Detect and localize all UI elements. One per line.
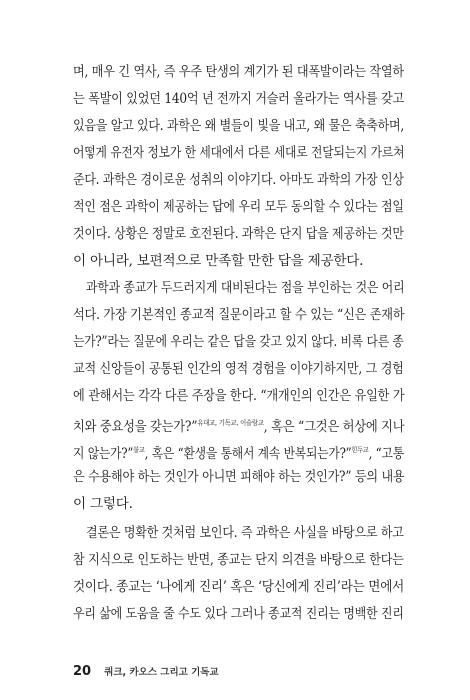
text-line: 는가?”라는 질문에 우리는 같은 답을 갖고 있지 않다. 비록 다른 종 <box>73 334 404 350</box>
text-line: 적인 점은 과학이 제공하는 답에 우리 모두 동의할 수 있다는 점일 <box>73 199 404 215</box>
text-line: 교적 신앙들이 공통된 인간의 영적 경험을 이야기하지만, 그 경험 <box>73 361 404 377</box>
religion-note: 불교 <box>133 446 145 454</box>
text-line <box>73 413 404 437</box>
text-line: 에 관해서는 각각 다른 주장을 한다. “개개인의 인간은 유일한 가 <box>73 388 405 404</box>
religion-note: 힌두교 <box>351 446 369 454</box>
page-number: 20 <box>73 664 92 679</box>
text-line: 이 아니라, 보편적으로 만족할 만한 답을 제공한다. <box>73 253 364 269</box>
text-line: 우리 삶에 도움을 줄 수도 있다 그러나 종교적 진리는 명백한 진리 <box>73 606 404 622</box>
text-line: 는 폭발이 있었던 140억 년 전까지 거슬러 올라가는 역사를 갖고 <box>73 91 405 107</box>
paragraph-start-line: 결론은 명확한 것처럼 보인다. 즉 과학은 사실을 바탕으로 하고 <box>86 525 404 541</box>
paragraph-start-line: 과학과 종교가 두드러지게 대비된다는 점을 부인하는 것은 어리 <box>86 280 405 296</box>
text-line: 참 지식으로 인도하는 반면, 종교는 단지 의견을 바탕으로 한다는 <box>73 552 404 568</box>
text-line: 은 수용해야 하는 것인가 아니면 피해야 하는 것인가?” 등의 내용 <box>73 469 405 485</box>
line-text: 지 않는가?” <box>73 446 134 462</box>
text-line <box>73 440 404 464</box>
line-text: , 혹은 “환생을 통해서 계속 반복되는가?” <box>144 446 352 462</box>
line-text: , “고통 <box>368 446 404 462</box>
text-line: 어떻게 유전자 정보가 한 세대에서 다른 세대로 전달되는지 가르쳐 <box>73 145 405 161</box>
text-line: 이 그렇다. <box>73 496 133 512</box>
text-line: 석다. 가장 기본적인 종교적 질문이라고 할 수 있는 “신은 존재하 <box>73 307 405 323</box>
text-line: 준다. 과학은 경이로운 성취의 이야기다. 아마도 과학의 가장 인상 <box>73 172 404 188</box>
text-line: 며, 매우 긴 역사, 즉 우주 탄생의 계기가 된 대폭발이라는 작열하 <box>73 64 404 80</box>
text-line: 있음을 알고 있다. 과학은 왜 별들이 빛을 내고, 왜 물은 축축하며, <box>73 118 404 134</box>
line-text: 치와 중요성을 갖는가?” <box>73 419 198 435</box>
religion-note: 유대교, 기독교, 이슬람교 <box>197 419 264 427</box>
text-line: 것이다. 상황은 정말로 호전된다. 과학은 단지 답을 제공하는 것만 <box>73 226 404 242</box>
page-footer <box>73 660 219 679</box>
book-title: 쿼크, 카오스 그리고 기독교 <box>104 667 219 678</box>
line-text: , 혹은 “그것은 허상에 지나 <box>263 419 405 435</box>
text-line: 것이다. 종교는 ‘나에게 진리’ 혹은 ‘당신에게 진리’라는 면에서 <box>73 579 405 595</box>
